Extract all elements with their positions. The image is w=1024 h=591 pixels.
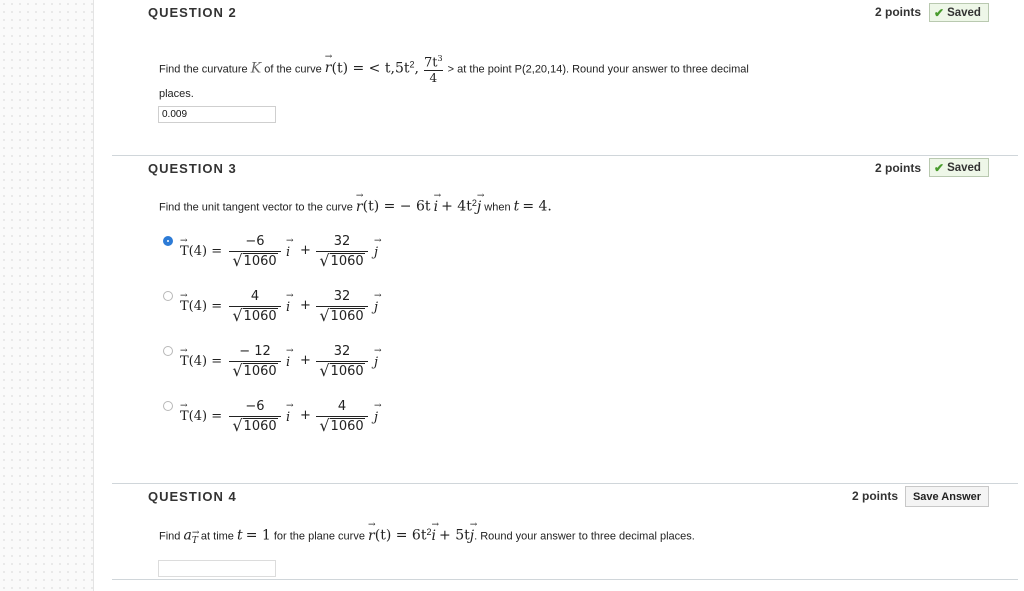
q2-exp2: 2 bbox=[409, 59, 415, 70]
question-3-title: QUESTION 3 bbox=[148, 161, 237, 176]
plus-sign: + bbox=[300, 408, 311, 423]
radicand: 1060 bbox=[330, 364, 364, 379]
denominator bbox=[316, 252, 368, 270]
option-lhs bbox=[180, 299, 222, 314]
q2-text-pre: Find the curvature bbox=[159, 63, 248, 76]
q4-at-time: at time bbox=[200, 530, 234, 543]
option-lhs bbox=[180, 409, 222, 424]
question-2-answer-input[interactable]: 0.009 bbox=[158, 106, 276, 123]
question-2-saved-badge bbox=[929, 3, 989, 22]
lhs-rest: (4) = bbox=[188, 354, 223, 369]
radicand: 1060 bbox=[330, 254, 364, 269]
denominator bbox=[316, 417, 368, 435]
lhs-rest: (4) = bbox=[188, 299, 223, 314]
radicand: 1060 bbox=[330, 419, 364, 434]
numerator: −6 bbox=[245, 399, 265, 414]
q2-frac-den: 4 bbox=[429, 71, 438, 86]
sqrt-icon: √ bbox=[232, 416, 243, 435]
q4-for-curve: for the plane curve bbox=[273, 530, 365, 543]
q3-r-vector: → r bbox=[356, 199, 363, 215]
radicand: 1060 bbox=[243, 254, 277, 269]
q3-exp2: 2 bbox=[471, 198, 477, 208]
question-3-points: 2 points bbox=[875, 161, 922, 175]
sqrt-icon: √ bbox=[319, 361, 330, 380]
plus-sign: + bbox=[300, 298, 311, 313]
q2-k: K bbox=[250, 60, 262, 77]
q4-t: t bbox=[236, 527, 243, 544]
q2-text-post: > at the point P(2,20,14). Round your answer to three decimal bbox=[447, 63, 749, 76]
numerator: 4 bbox=[337, 399, 347, 414]
numerator: 32 bbox=[333, 234, 351, 249]
fraction bbox=[229, 289, 281, 325]
denominator bbox=[316, 362, 368, 380]
q4-curve: (t) = 6t bbox=[374, 527, 427, 544]
T-vector: → T bbox=[180, 244, 189, 259]
q2-text-mid: of the curve bbox=[264, 63, 322, 76]
sqrt-icon: √ bbox=[319, 416, 330, 435]
question-3-divider bbox=[112, 155, 1018, 156]
lhs-rest: (4) = bbox=[188, 244, 223, 259]
q4-r-vector: → r bbox=[368, 528, 375, 544]
sqrt-icon: √ bbox=[232, 361, 243, 380]
radio-button[interactable] bbox=[163, 346, 173, 356]
denominator bbox=[229, 307, 281, 325]
j-unit-vector: → j bbox=[374, 355, 378, 370]
check-icon: ✔ bbox=[934, 5, 945, 20]
q2-r-vector: → r bbox=[325, 60, 332, 76]
q3-teq: = 4. bbox=[522, 198, 552, 215]
fraction bbox=[316, 289, 368, 325]
question-4-title: QUESTION 4 bbox=[148, 489, 237, 504]
radicand: 1060 bbox=[330, 309, 364, 324]
i-unit-vector: → i bbox=[286, 355, 290, 370]
q3-eq: (t) = − 6t bbox=[362, 198, 431, 215]
q3-j-vector: → j bbox=[477, 199, 481, 215]
radicand: 1060 bbox=[243, 419, 277, 434]
j-unit-vector: → j bbox=[374, 300, 378, 315]
i-unit-vector: → i bbox=[286, 300, 290, 315]
question-4-points: 2 points bbox=[852, 489, 899, 503]
fraction bbox=[316, 399, 368, 435]
radio-button[interactable] bbox=[163, 236, 173, 246]
T-vector: → T bbox=[180, 299, 189, 314]
fraction bbox=[229, 234, 281, 270]
q4-plus: + 5t bbox=[439, 527, 470, 544]
question-3-text bbox=[159, 198, 552, 215]
denominator bbox=[316, 307, 368, 325]
saved-label: Saved bbox=[947, 161, 981, 174]
question-2-points: 2 points bbox=[875, 5, 922, 19]
q2-text-line2: places. bbox=[159, 88, 194, 100]
denominator bbox=[229, 362, 281, 380]
sqrt-icon: √ bbox=[319, 251, 330, 270]
left-margin-strip bbox=[0, 0, 94, 591]
j-unit-vector: → j bbox=[374, 245, 378, 260]
q2-exp3: 3 bbox=[437, 54, 443, 63]
question-5-divider bbox=[112, 579, 1018, 580]
q4-text-pre: Find bbox=[159, 530, 181, 543]
radio-button[interactable] bbox=[163, 401, 173, 411]
question-4-answer-input[interactable] bbox=[158, 560, 276, 577]
save-answer-button[interactable]: Save Answer bbox=[905, 486, 989, 507]
check-icon: ✔ bbox=[934, 160, 945, 175]
lhs-rest: (4) = bbox=[188, 409, 223, 424]
q3-plus: + 4t bbox=[441, 198, 472, 215]
numerator: − 12 bbox=[239, 344, 271, 359]
q3-text-pre: Find the unit tangent vector to the curve bbox=[159, 201, 353, 214]
q3-i-vector: → i bbox=[434, 199, 438, 215]
denominator bbox=[229, 252, 281, 270]
fraction bbox=[229, 344, 281, 380]
q2-comma: , bbox=[414, 60, 419, 77]
question-2-title: QUESTION 2 bbox=[148, 5, 237, 20]
sqrt-icon: √ bbox=[232, 251, 243, 270]
q4-text-post: . Round your answer to three decimal places. bbox=[474, 530, 695, 543]
radicand: 1060 bbox=[243, 309, 277, 324]
q2-curve-open: (t) = < t,5t bbox=[331, 60, 410, 77]
fraction bbox=[229, 399, 281, 435]
q4-teq: = 1 bbox=[245, 527, 271, 544]
i-unit-vector: → i bbox=[286, 245, 290, 260]
numerator: −6 bbox=[245, 234, 265, 249]
numerator: 32 bbox=[333, 289, 351, 304]
sqrt-icon: √ bbox=[319, 306, 330, 325]
q4-sub-T: → $_T$ bbox=[192, 536, 198, 546]
q4-a: a bbox=[183, 527, 192, 544]
numerator: 4 bbox=[250, 289, 260, 304]
question-3-saved-badge bbox=[929, 158, 989, 177]
option-lhs bbox=[180, 244, 222, 259]
plus-sign: + bbox=[300, 243, 311, 258]
q4-exp2: 2 bbox=[426, 527, 432, 537]
numerator: 32 bbox=[333, 344, 351, 359]
question-2-text bbox=[159, 52, 749, 85]
fraction bbox=[316, 344, 368, 380]
radicand: 1060 bbox=[243, 364, 277, 379]
radio-button[interactable] bbox=[163, 291, 173, 301]
i-unit-vector: → i bbox=[286, 410, 290, 425]
option-lhs bbox=[180, 354, 222, 369]
q4-j-vector: → j bbox=[470, 528, 474, 544]
j-unit-vector: → j bbox=[374, 410, 378, 425]
q3-t: t bbox=[513, 198, 520, 215]
T-vector: → T bbox=[180, 354, 189, 369]
question-4-text bbox=[159, 527, 695, 546]
plus-sign: + bbox=[300, 353, 311, 368]
q4-i-vector: → i bbox=[431, 528, 435, 544]
T-vector: → T bbox=[180, 409, 189, 424]
denominator bbox=[229, 417, 281, 435]
fraction bbox=[316, 234, 368, 270]
sqrt-icon: √ bbox=[232, 306, 243, 325]
q3-when: when bbox=[484, 201, 511, 214]
q2-frac-num: 7t bbox=[424, 55, 438, 71]
saved-label: Saved bbox=[947, 6, 981, 19]
question-4-divider bbox=[112, 483, 1018, 484]
